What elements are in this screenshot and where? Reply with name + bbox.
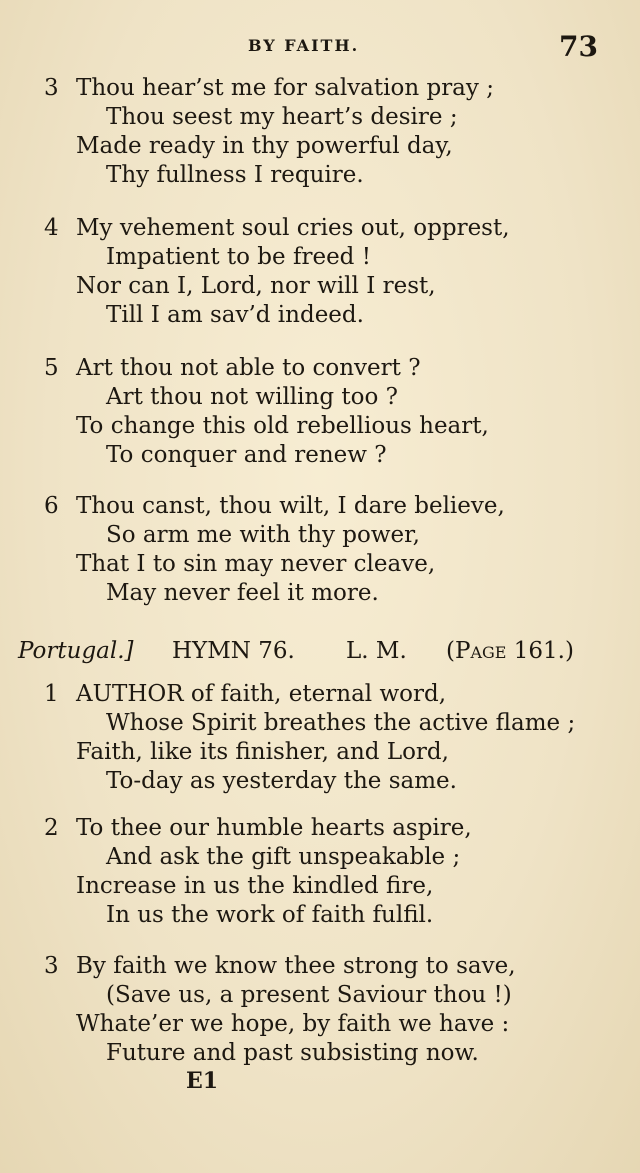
verse-text: To-day as yesterday the same. (106, 768, 457, 794)
signature-mark: E1 (186, 1068, 219, 1094)
stanza-number: 5 (44, 355, 59, 381)
hymn-title: HYMN 76. (172, 638, 295, 664)
hymn-meter: L. M. (346, 638, 407, 664)
page-reference: (Page 161.) (446, 638, 574, 664)
verse-line (0, 214, 640, 243)
page-number: 73 (559, 30, 598, 63)
stanza-number: 1 (44, 681, 59, 707)
verse-text: To change this old rebellious heart, (76, 413, 489, 439)
verse-line (0, 492, 640, 521)
running-head: BY FAITH. (248, 36, 360, 55)
stanza-3-top (0, 74, 640, 190)
verse-text: Whose Spirit breathes the active flame ; (106, 710, 576, 736)
verse-text: Increase in us the kindled fire, (76, 873, 434, 899)
verse-text: Whate’er we hope, by faith we have : (76, 1011, 510, 1037)
stanza-5 (0, 354, 640, 470)
verse-text: May never feel it more. (106, 580, 379, 606)
verse-text: Thou seest my heart’s desire ; (106, 104, 458, 130)
verse-line (0, 243, 640, 272)
verse-line (0, 383, 640, 412)
stanza-4 (0, 214, 640, 330)
verse-line (0, 550, 640, 579)
verse-line (0, 301, 640, 330)
verse-text: AUTHOR of faith, eternal word, (76, 681, 447, 707)
verse-line (0, 161, 640, 190)
hymn-stanza-2 (0, 814, 640, 930)
verse-text: Made ready in thy powerful day, (76, 133, 453, 159)
verse-line (0, 814, 640, 843)
verse-line (0, 709, 640, 738)
verse-text: Faith, like its finisher, and Lord, (76, 739, 449, 765)
hymn-stanza-1 (0, 680, 640, 796)
verse-line (0, 74, 640, 103)
verse-line (0, 981, 640, 1010)
verse-text: In us the work of faith fulfil. (106, 902, 434, 928)
verse-text: By faith we know thee strong to save, (76, 953, 516, 979)
stanza-number: 2 (44, 815, 59, 841)
verse-text: My vehement soul cries out, opprest, (76, 215, 510, 241)
verse-line (0, 872, 640, 901)
verse-text: Impatient to be freed ! (106, 244, 371, 270)
verse-text: So arm me with thy power, (106, 522, 420, 548)
verse-text: To conquer and renew ? (106, 442, 387, 468)
verse-text: Thy fullness I require. (106, 162, 364, 188)
page-header (0, 30, 640, 64)
verse-line (0, 272, 640, 301)
verse-line (0, 412, 640, 441)
stanza-number: 3 (44, 953, 59, 979)
stanza-number: 6 (44, 493, 59, 519)
tune-name: Portugal.] (18, 638, 134, 664)
verse-line (0, 680, 640, 709)
verse-text: Till I am sav’d indeed. (106, 302, 364, 328)
verse-text: Nor can I, Lord, nor will I rest, (76, 273, 436, 299)
verse-line (0, 952, 640, 981)
verse-text: To thee our humble hearts aspire, (76, 815, 472, 841)
verse-line (0, 441, 640, 470)
stanza-6 (0, 492, 640, 608)
verse-line (0, 579, 640, 608)
verse-line (0, 1039, 640, 1068)
verse-line (0, 354, 640, 383)
stanza-number: 4 (44, 215, 59, 241)
verse-line (0, 1010, 640, 1039)
verse-text: (Save us, a present Saviour thou !) (106, 982, 512, 1008)
verse-line (0, 132, 640, 161)
verse-text: And ask the gift unspeakable ; (106, 844, 461, 870)
verse-line (0, 767, 640, 796)
verse-line (0, 738, 640, 767)
verse-line (0, 103, 640, 132)
verse-text: Future and past subsisting now. (106, 1040, 479, 1066)
verse-line (0, 901, 640, 930)
verse-line (0, 521, 640, 550)
verse-text: Art thou not willing too ? (106, 384, 398, 410)
stanza-number: 3 (44, 75, 59, 101)
verse-text: That I to sin may never cleave, (76, 551, 436, 577)
hymn-stanza-3 (0, 952, 640, 1068)
hymn-heading (0, 638, 640, 672)
verse-line (0, 843, 640, 872)
verse-text: Thou hear’st me for salvation pray ; (76, 75, 494, 101)
verse-text: Thou canst, thou wilt, I dare believe, (76, 493, 505, 519)
verse-text: Art thou not able to convert ? (76, 355, 421, 381)
